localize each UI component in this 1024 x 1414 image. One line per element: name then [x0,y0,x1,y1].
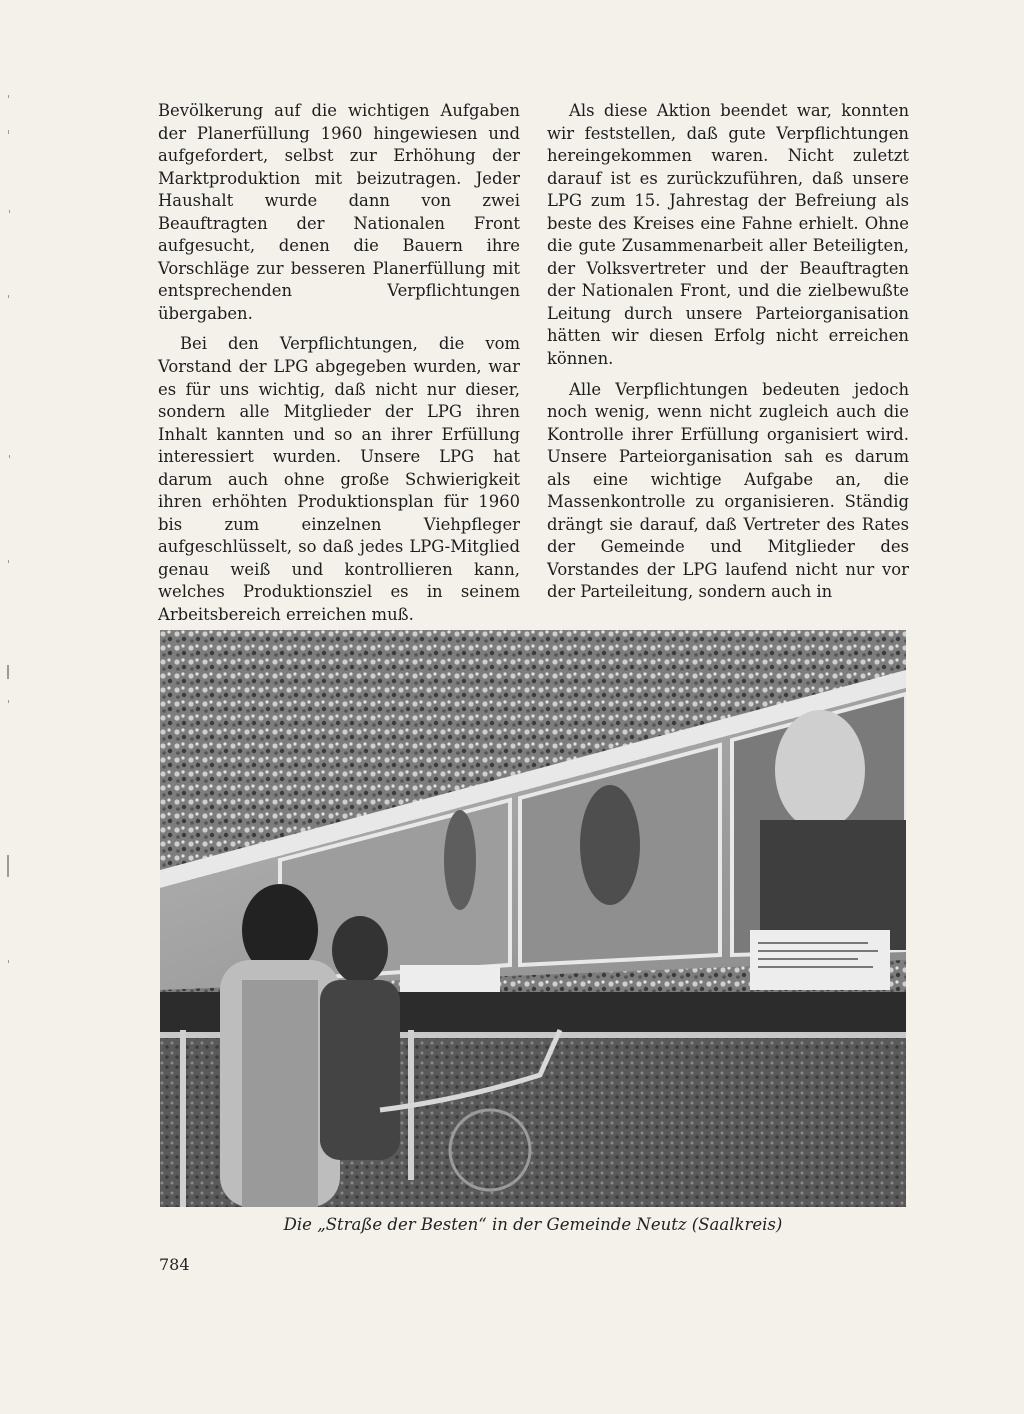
paragraph: Alle Verpflichtungen bedeuten jedoch noch wenig, wenn nicht zugleich auch die Kontrolle ihrer Erfüllung organisiert wird. Unsere Parteiorganisation sah es darum als eine wichtige Aufgabe an, die Massenkontrolle zu organisieren. Ständig drängt sie darauf, daß Vertreter des Rates der Gemeinde und Mitglieder des Vorstandes der LPG laufend nicht nur vor der Parteileitung, sondern auch in [547,379,909,602]
right-text-column [547,100,909,612]
margin-scan-marks [0,0,20,1414]
page-number: 784 [159,1255,190,1274]
paragraph: Bevölkerung auf die wichtigen Aufgaben der Planerfüllung 1960 hingewiesen und aufgefordert, selbst zur Erhöhung der Marktproduktion mit beizutragen. Jeder Haushalt wurde dann von zwei Beauftragten der Nationalen Front aufgesucht, denen die Bauern ihre Vorschläge zur besseren Planerfüllung mit entsprechenden Verpflichtungen übergaben. [158,101,520,323]
photograph [160,630,906,1207]
paragraph: Als diese Aktion beendet war, konnten wir feststellen, daß gute Verpflichtungen hereingekommen waren. Nicht zuletzt darauf ist es zurückzuführen, daß unsere LPG zum 15. Jahrestag der Befreiung als beste des Kreises eine Fahne erhielt. Ohne die gute Zusammenarbeit aller Beteiligten, der Volksvertreter und der Beauftragten der Nationalen Front, und die zielbewußte Leitung durch unsere Parteiorganisation hätten wir diesen Erfolg nicht erreichen können. [547,101,909,369]
photo-illustration [160,630,906,1207]
paragraph: Bei den Verpflichtungen, die vom Vorstand der LPG abgegeben wurden, war es für uns wichtig, daß nicht nur dieser, sondern alle Mitglieder der LPG ihren Inhalt kannten und so an ihrer Erfüllung interessiert wurden. Unsere LPG hat darum auch ohne große Schwierigkeit ihren erhöhten Produktionsplan für 1960 bis zum einzelnen Viehpfleger aufgeschlüsselt, so daß jedes LPG-Mitglied genau weiß und kontrollieren kann, welches Produktionsziel es in seinem Arbeitsbereich erreichen muß. [158,334,520,625]
left-text-column [158,100,520,635]
photo-caption: Die „Straße der Besten“ in der Gemeinde Neutz (Saalkreis) [283,1215,783,1234]
